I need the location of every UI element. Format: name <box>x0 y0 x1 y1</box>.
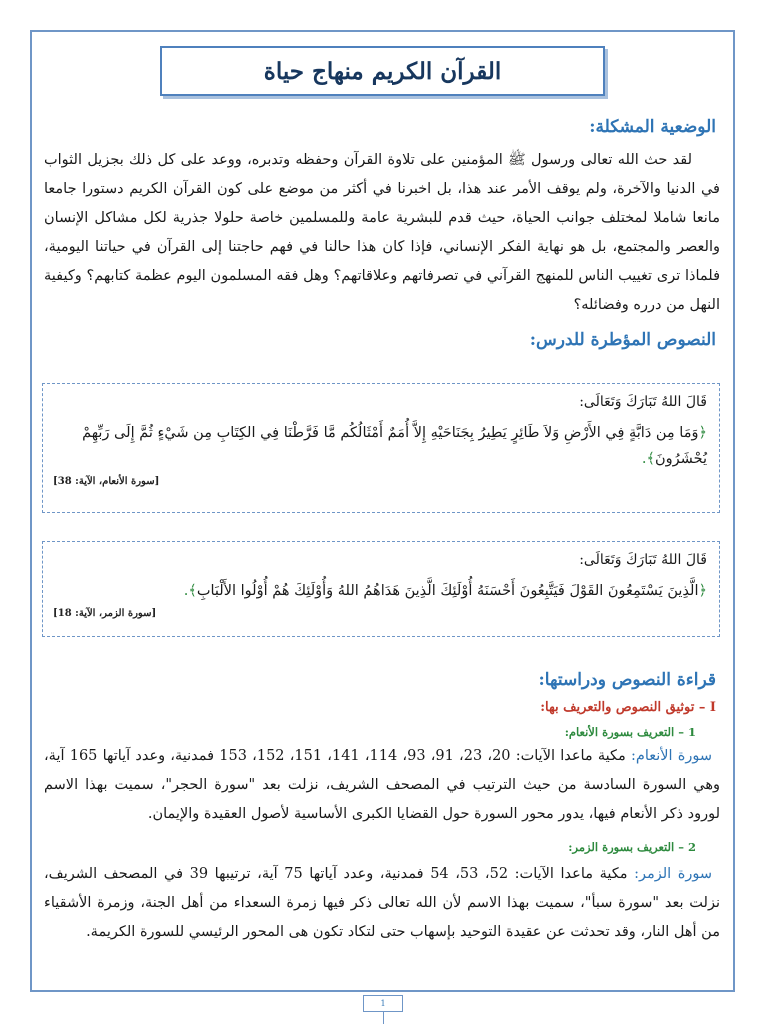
verse-box-2 <box>42 541 720 637</box>
sub1-title: 1 – التعريف بسورة الأنعام: <box>564 725 696 739</box>
verse1-text <box>55 420 707 472</box>
problem-heading: الوضعية المشكلة: <box>589 117 716 137</box>
verse1-close-bracket: ﴾. <box>641 451 656 467</box>
page-number: 1 <box>363 995 403 1012</box>
lesson-title <box>160 46 605 96</box>
verse-box-1 <box>42 383 720 513</box>
page-number-tick <box>383 1012 384 1024</box>
verse2-text <box>55 578 707 604</box>
reading-heading: قراءة النصوص ودراستها: <box>538 670 716 690</box>
verse1-quran: وَمَا مِن دَابَّةٍ فِي الأَرْضِ وَلاَ طَائِرٍ يَطِيرُ بِجَنَاحَيْهِ إِلاَّ أُمَمٌ أَمْثَالُكُم مَّا فَرَّطْنَا فِي الكِتَابِ مِن شَيْءٍ ثُمَّ إِلَى رَبِّهِمْ يُحْشَرُونَ <box>82 425 707 467</box>
surah1-paragraph <box>44 742 720 829</box>
verse2-quran: الَّذِينَ يَسْتَمِعُونَ القَوْلَ فَيَتَّبِعُونَ أَحْسَنَهُ أُوْلَئِكَ الَّذِينَ هَدَاهُمُ اللهُ وَأُوْلَئِكَ هُمْ أُوْلُوا الأَلْبَابِ <box>196 583 699 599</box>
surah1-name: سورة الأنعام: <box>630 748 713 764</box>
surah2-text: مكية ماعدا الآيات: 52، 53، 54 فمدنية، وعدد آياتها 75 آية، ترتيبها 39 في المصحف الشريف، نزلت بعد "سورة سبأ"، سميت بهذا الاسم لأن الله تعالى ذكر فيها زمرة السعداء من أهل الجنة، وزمرة الأشقياء من أهل النار، وقد تحدثت عن عقيدة التوحيد بإسهاب حتى لتكاد تكون هى المحور الرئيسي للسورة الكريمة. <box>44 866 720 940</box>
surah2-paragraph <box>44 860 720 947</box>
lesson-title-text: القرآن الكريم منهاج حياة <box>263 57 502 85</box>
verse1-intro: قَالَ اللهُ تَبَارَكَ وَتَعَالَى: <box>579 394 707 410</box>
verse1-open-bracket: ﴿ <box>698 425 707 441</box>
problem-text: لقد حث الله تعالى ورسول ﷺ المؤمنين على تلاوة القرآن وحفظه وتدبره، ووعد على كل ذلك بجزيل الثواب في الدنيا والآخرة، ولم يوقف الأمر عند هذا، بل اخبرنا في أكثر من موضع على كون القرآن الكريم دستورا جامعا مانعا شاملا لمختلف جوانب الحياة، حيث قدم للبشرية عامة وللمسلمين خاصة حلولا جذرية لكل مشاكل الإنسان والعصر والمجتمع، بل هو نهاية الفكر الإنساني، فإذا كان هذا حالنا في فهم حاجتنا إلى القرآن في حياتنا اليومية، فلماذا ترى تغييب الناس للمنهج القرآني في تصرفاتهم وعلاقاتهم؟ وهل فقه المسلمون اليوم عظمة كتابهم؟ وكيفية النهل من درره وفضائله؟ <box>44 152 720 313</box>
problem-paragraph <box>44 146 720 320</box>
section1-title: I – توثيق النصوص والتعريف بها: <box>540 700 716 715</box>
verse2-close-bracket: ﴾. <box>183 583 197 599</box>
sub2-title: 2 – التعريف بسورة الزمر: <box>568 840 696 854</box>
verse2-reference: [سورة الزمر، الآية: 18] <box>53 608 157 619</box>
verse2-intro: قَالَ اللهُ تَبَارَكَ وَتَعَالَى: <box>579 552 707 568</box>
verse1-reference: [سورة الأنعام، الآية: 38] <box>53 476 160 487</box>
verse2-open-bracket: ﴿ <box>698 583 707 599</box>
surah1-text: مكية ماعدا الآيات: 20، 23، 91، 93، 114، 141، 151، 152، 153 فمدنية، وعدد آياتها 165 آية، وهي السورة السادسة من حيث الترتيب في المصحف الشريف، نزلت بعد "سورة الحجر"، سميت بهذا الاسم لورود ذكر الأنعام فيها، يدور محور السورة حول القضايا الكبرى الأساسية لأصول العقيدة والإيمان. <box>44 748 720 822</box>
texts-heading: النصوص المؤطرة للدرس: <box>529 330 716 350</box>
surah2-name: سورة الزمر: <box>634 866 712 882</box>
